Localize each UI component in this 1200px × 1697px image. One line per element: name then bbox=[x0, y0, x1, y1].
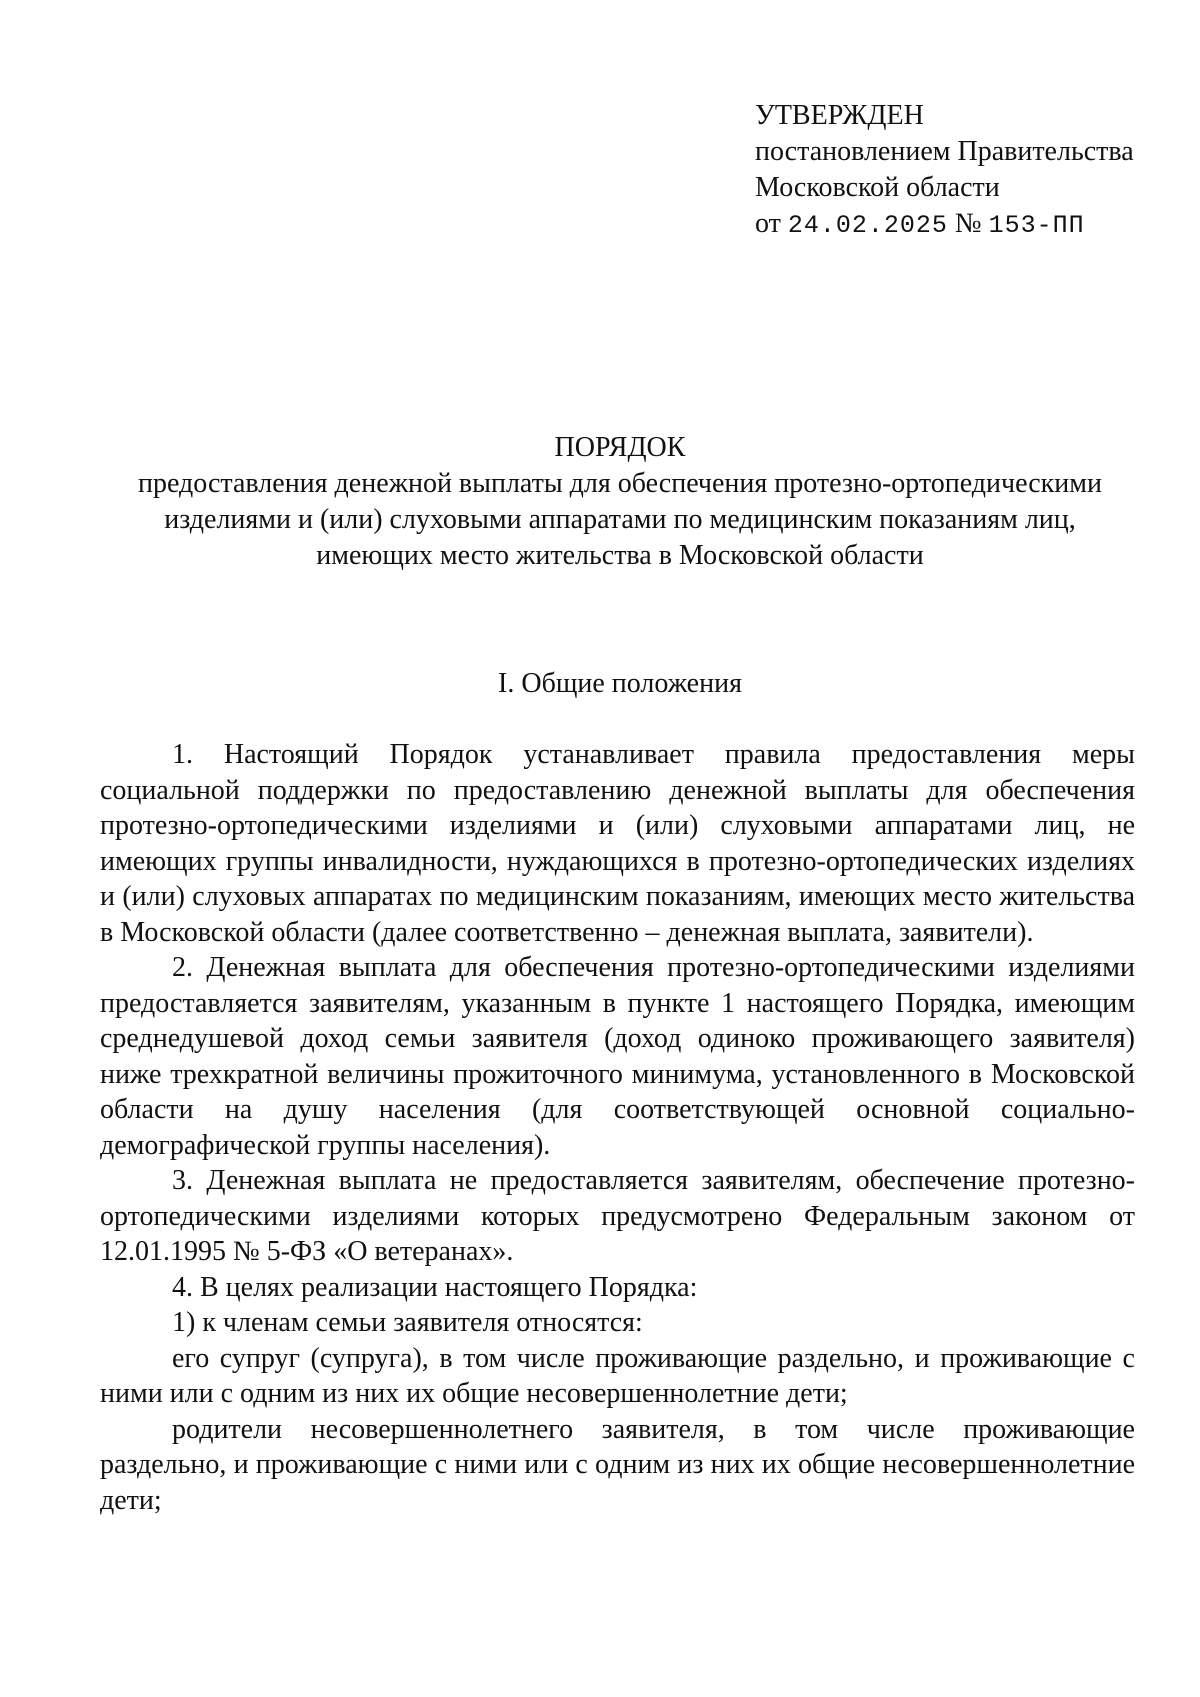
subtitle-line: имеющих место жительства в Московской области bbox=[316, 540, 924, 571]
approval-stamp bbox=[755, 98, 1155, 244]
paragraph-2: 2. Денежная выплата для обеспечения протезно-ортопедическими изделиями предоставляется заявителям, указанным в пункте 1 настоящего Порядка, имеющим среднедушевой доход семьи заявителя (доход одиноко проживающего заявителя) ниже трехкратной величины прожиточного минимума, установленного в Московской области на душу населения (для соответствующей основной социально-демографической группы населения). bbox=[100, 952, 1135, 1161]
approval-date: 24.02.2025 bbox=[787, 211, 948, 240]
paragraph-1: 1. Настоящий Порядок устанавливает правила предоставления меры социальной поддержки по предоставлению денежной выплаты для обеспечения протезно-ортопедическими изделиями и (или) слуховыми аппаратами лиц, не имеющих группы инвалидности, нуждающихся в протезно-ортопедических изделиях и (или) слуховых аппаратах по медицинским показаниям, имеющих место жительства в Московской области (далее соответственно – денежная выплата, заявители). bbox=[100, 739, 1135, 948]
approval-date-line bbox=[755, 206, 1155, 244]
date-prefix: от bbox=[755, 208, 781, 239]
paragraph-spouse: его супруг (супруга), в том числе проживающие раздельно, и проживающие с ними или с одним из них их общие несовершеннолетние дети; bbox=[100, 1342, 1135, 1409]
subtitle-line: изделиями и (или) слуховыми аппаратами по медицинским показаниям лиц, bbox=[164, 504, 1076, 535]
section-heading: I. Общие положения bbox=[498, 668, 742, 699]
document-subtitle bbox=[100, 466, 1140, 574]
paragraph-4-1: 1) к членам семьи заявителя относятся: bbox=[172, 1307, 643, 1338]
document-title: ПОРЯДОК bbox=[554, 432, 686, 463]
document-body bbox=[100, 737, 1135, 1518]
approval-number: 153-ПП bbox=[988, 211, 1085, 240]
paragraph-4: 4. В целях реализации настоящего Порядка: bbox=[172, 1271, 698, 1303]
approval-region: Московской области bbox=[755, 172, 1000, 203]
approval-heading: УТВЕРЖДЕН bbox=[755, 100, 924, 131]
number-sign: № bbox=[954, 208, 982, 239]
paragraph-parents: родители несовершеннолетнего заявителя, в том числе проживающие раздельно, и проживающие с ними или с одним из них их общие несовершеннолетние дети; bbox=[100, 1413, 1135, 1516]
subtitle-line: предоставления денежной выплаты для обеспечения протезно-ортопедическими bbox=[138, 468, 1102, 499]
paragraph-3: 3. Денежная выплата не предоставляется заявителям, обеспечение протезно-ортопедическими изделиями которых предусмотрено Федеральным законом от 12.01.1995 № 5-ФЗ «О ветеранах». bbox=[100, 1165, 1135, 1267]
approval-authority: постановлением Правительства bbox=[755, 136, 1134, 167]
